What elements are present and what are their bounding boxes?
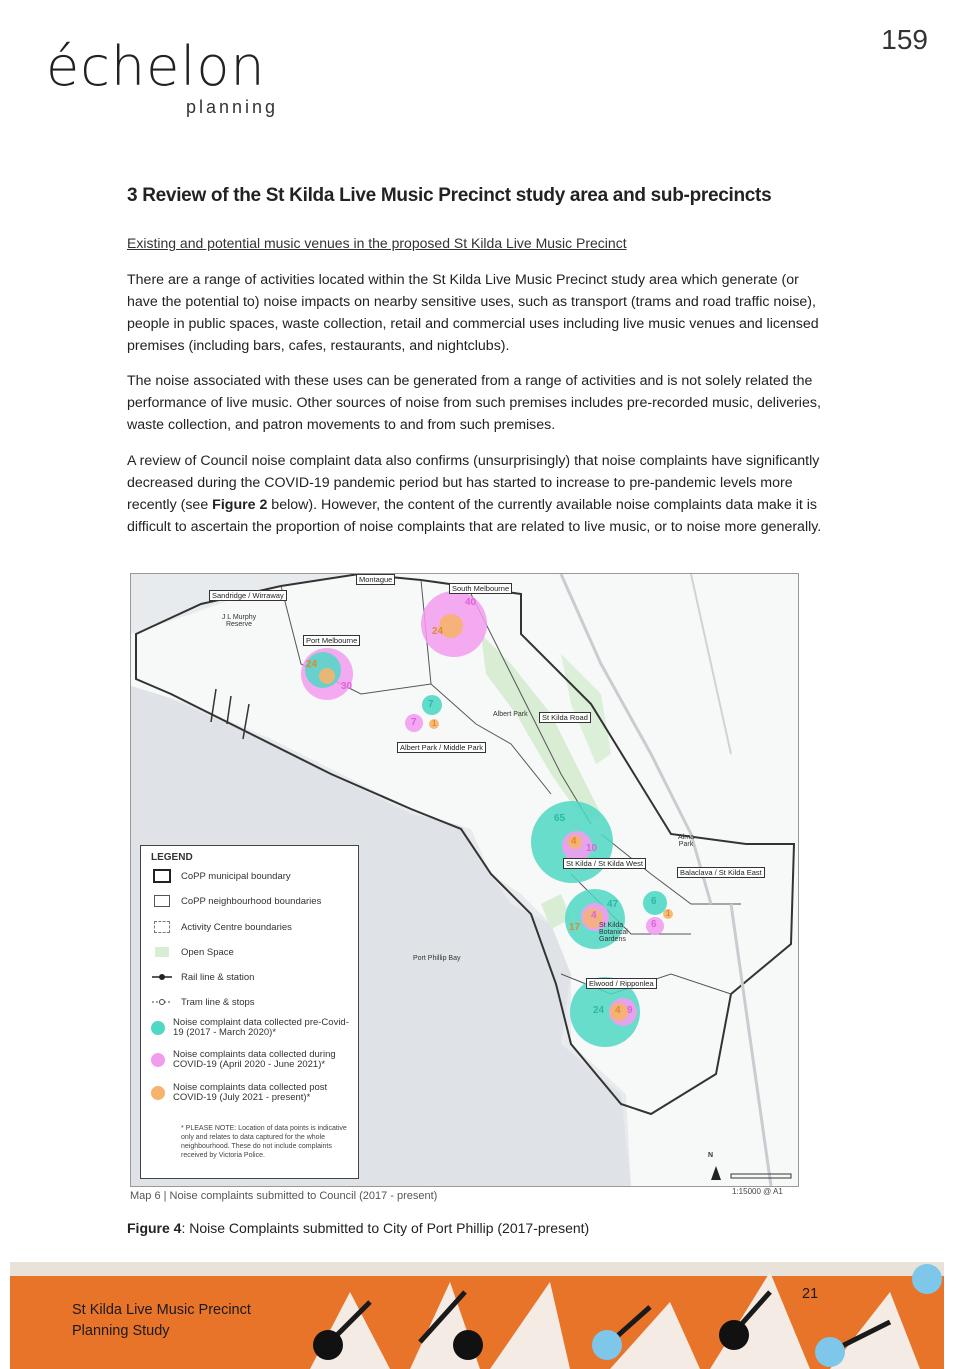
echelon-logo [46, 35, 279, 117]
legend-title: LEGEND [151, 852, 193, 863]
label-montague: Montague [356, 574, 395, 585]
label-elwood: Elwood / Ripponlea [586, 978, 657, 989]
legend-item-municipal [151, 869, 291, 883]
count-el-post: 4 [615, 1005, 621, 1016]
figure-caption [127, 1220, 589, 1236]
paragraph-2: The noise associated with these uses can be generated from a range of activities and is not solely related the performance of live music. Other sources of noise from such premises includes pre-recorded music, deliveries, waste collection, and patron movements to and from such premises. [127, 373, 821, 433]
figure-reference: Figure 2 [212, 497, 268, 513]
rail-line-icon [151, 970, 173, 984]
open-space-icon [151, 945, 173, 959]
figure-caption-text: : Noise Complaints submitted to City of Port Phillip (2017-present) [181, 1220, 590, 1236]
count-sm-during: 40 [465, 597, 477, 608]
north-label: N [708, 1152, 714, 1159]
label-balaclava: Balaclava / St Kilda East [677, 867, 765, 878]
neighbourhood-boundary-icon [151, 894, 173, 908]
legend-label: Noise complaint data collected pre-Covid-19 (2017 - March 2020)* [173, 1017, 349, 1038]
logo-sub-text: planning [186, 97, 279, 117]
legend-label: Rail line & station [181, 971, 255, 983]
count-ap-post: 1 [432, 719, 437, 728]
footer-document-title [72, 1300, 251, 1342]
activity-centre-icon [151, 920, 173, 934]
paragraph-3 [127, 450, 827, 538]
map-legend [140, 845, 359, 1179]
count-bg-post: 17 [569, 922, 581, 933]
legend-item-neighbourhood [151, 894, 321, 908]
count-be-post: 1 [666, 909, 671, 918]
legend-label: Noise complaints data collected during COVID-19 (April 2020 - June 2021)* [173, 1049, 336, 1070]
count-pm-post: 24 [306, 659, 318, 670]
legend-note: * PLEASE NOTE: Location of data points is indicative only and relates to data captured for the whole neighbourhood. These do not include complaints received by Victoria Police. [181, 1125, 347, 1159]
label-port-melbourne: Port Melbourne [303, 635, 360, 646]
count-be-during: 6 [651, 919, 657, 930]
legend-item-activity-centre [151, 920, 292, 934]
legend-label: Tram line & stops [181, 996, 255, 1008]
paragraph-3-before: A review of Council noise complaint data also confirms (unsurprisingly) that noise complaints have significantly decreased during the COVID-19 pandemic period but has started to increase to pre-pandemic levels more recently (see [127, 453, 820, 513]
count-el-during: 9 [627, 1005, 633, 1016]
legend-item-post-covid [151, 1083, 351, 1103]
footer-title-line-2: Planning Study [72, 1323, 170, 1339]
post-covid-dot-icon [151, 1086, 165, 1100]
count-pm-during: 30 [341, 681, 353, 692]
label-jl-murphy: J L Murphy Reserve [221, 614, 257, 628]
logo-main-text: échelon [46, 35, 266, 98]
count-bg-pre: 47 [607, 899, 619, 910]
legend-item-during-covid [151, 1050, 351, 1070]
legend-label: Activity Centre boundaries [181, 921, 292, 933]
label-south-melbourne: South Melbourne [449, 583, 512, 594]
section-subheading: Existing and potential music venues in the proposed St Kilda Live Music Precinct [127, 235, 627, 251]
label-sandridge: Sandridge / Wirraway [209, 590, 287, 601]
legend-item-open-space [151, 945, 234, 959]
legend-label: CoPP municipal boundary [181, 870, 291, 882]
tram-line-icon [151, 995, 173, 1009]
count-sk-post: 4 [571, 836, 577, 847]
map-scale: 1:15000 @ A1 [732, 1187, 783, 1196]
count-sm-post: 24 [432, 626, 444, 637]
legend-item-pre-covid [151, 1018, 351, 1038]
footer-banner [10, 1262, 944, 1369]
page-number: 159 [881, 24, 928, 55]
label-botanical-gardens: St Kilda Botanical Gardens [599, 922, 628, 943]
footer-page-number: 21 [802, 1286, 819, 1302]
map-caption: Map 6 | Noise complaints submitted to Council (2017 - present) [130, 1190, 438, 1202]
count-ap-pre: 7 [428, 699, 434, 710]
label-albert-middle-park: Albert Park / Middle Park [397, 742, 486, 753]
legend-item-rail [151, 970, 254, 984]
section-heading: 3 Review of the St Kilda Live Music Precinct study area and sub-precincts [127, 185, 772, 206]
municipal-boundary-icon [151, 869, 173, 883]
count-el-pre: 24 [593, 1005, 605, 1016]
label-st-kilda-road: St Kilda Road [539, 712, 591, 723]
label-st-kilda-west: St Kilda / St Kilda West [563, 858, 646, 869]
legend-label: Open Space [181, 946, 234, 958]
legend-label: Noise complaints data collected post COVID-19 (July 2021 - present)* [173, 1082, 328, 1103]
pre-covid-dot-icon [151, 1021, 165, 1035]
figure-label: Figure 4 [127, 1220, 182, 1236]
paragraph-3-after: below). However, the content of the currently available noise complaints data make it is difficult to ascertain the proportion of noise complaints that are related to live music, or to noise more generally. [127, 497, 822, 535]
label-alma-park: Alma Park [678, 834, 694, 848]
during-covid-dot-icon [151, 1053, 165, 1067]
label-port-phillip-bay: Port Phillip Bay [413, 955, 461, 962]
count-bg-during: 4 [591, 910, 597, 921]
count-be-pre: 6 [651, 896, 657, 907]
count-sk-during: 10 [586, 843, 598, 854]
paragraph-1: There are a range of activities located within the St Kilda Live Music Precinct study area which generate (or have the potential to) noise impacts on nearby sensitive uses, such as transport (trams and road traffic noise), people in public spaces, waste collection, retail and commercial uses including live music venues and licensed premises (including bars, cafes, restaurants, and nightclubs). [127, 272, 819, 354]
legend-item-tram [151, 995, 255, 1009]
count-ap-during: 7 [411, 717, 417, 728]
label-albert-park: Albert Park [493, 711, 528, 718]
count-sk-pre: 65 [554, 813, 566, 824]
legend-label: CoPP neighbourhood boundaries [181, 895, 322, 907]
footer-title-line-1: St Kilda Live Music Precinct [72, 1302, 251, 1318]
